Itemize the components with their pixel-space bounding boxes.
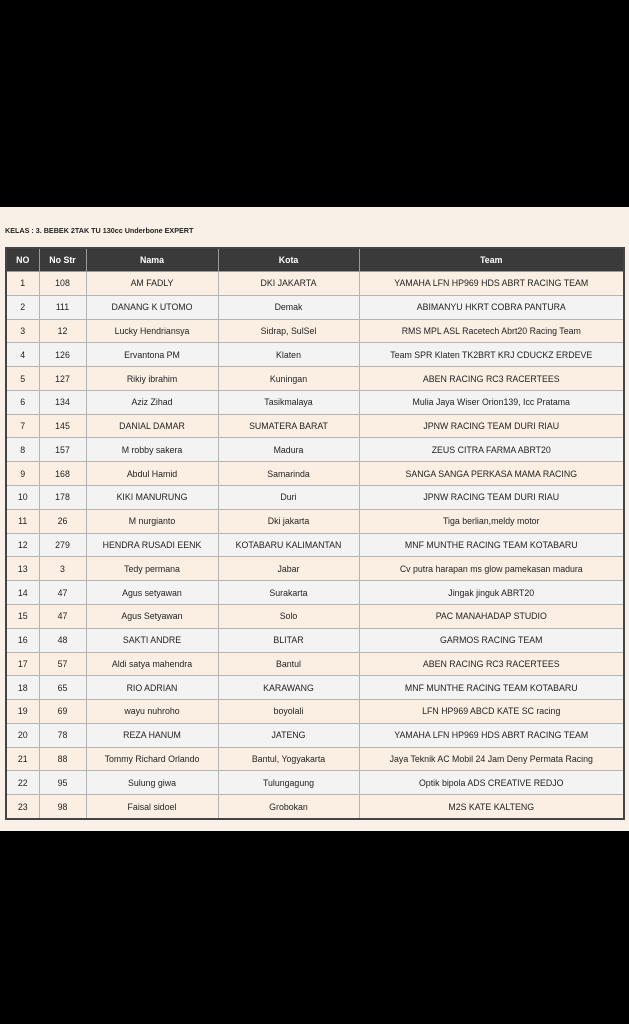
- cell-no-str: 95: [39, 771, 86, 795]
- table-row: [6, 272, 624, 296]
- cell-kota: BLITAR: [218, 628, 359, 652]
- cell-no-str: 145: [39, 414, 86, 438]
- header-kota: Kota: [218, 248, 359, 272]
- cell-nama: HENDRA RUSADI EENK: [86, 533, 218, 557]
- cell-no: 7: [6, 414, 39, 438]
- cell-nama: Tedy permana: [86, 557, 218, 581]
- cell-no-str: 126: [39, 343, 86, 367]
- cell-no-str: 12: [39, 319, 86, 343]
- cell-team: RMS MPL ASL Racetech Abrt20 Racing Team: [359, 319, 624, 343]
- cell-no: 18: [6, 676, 39, 700]
- cell-nama: Aziz Zihad: [86, 390, 218, 414]
- cell-team: Mulia Jaya Wiser Orion139, Icc Pratama: [359, 390, 624, 414]
- cell-no-str: 47: [39, 604, 86, 628]
- table-row: [6, 462, 624, 486]
- cell-team: SANGA SANGA PERKASA MAMA RACING: [359, 462, 624, 486]
- table-row: [6, 295, 624, 319]
- cell-no-str: 98: [39, 795, 86, 819]
- cell-kota: Sidrap, SulSel: [218, 319, 359, 343]
- cell-nama: Sulung giwa: [86, 771, 218, 795]
- table-row: [6, 319, 624, 343]
- cell-kota: Madura: [218, 438, 359, 462]
- cell-no-str: 279: [39, 533, 86, 557]
- cell-no: 9: [6, 462, 39, 486]
- cell-no-str: 69: [39, 700, 86, 724]
- cell-nama: Faisal sidoel: [86, 795, 218, 819]
- cell-team: ABEN RACING RC3 RACERTEES: [359, 652, 624, 676]
- table-row: [6, 414, 624, 438]
- cell-nama: Agus setyawan: [86, 581, 218, 605]
- cell-nama: wayu nuhroho: [86, 700, 218, 724]
- cell-kota: Dki jakarta: [218, 509, 359, 533]
- participants-table: [5, 247, 625, 820]
- cell-kota: Jabar: [218, 557, 359, 581]
- cell-nama: M nurgianto: [86, 509, 218, 533]
- cell-nama: M robby sakera: [86, 438, 218, 462]
- table-row: [6, 343, 624, 367]
- cell-no: 13: [6, 557, 39, 581]
- cell-team: Jingak jinguk ABRT20: [359, 581, 624, 605]
- cell-kota: Demak: [218, 295, 359, 319]
- cell-team: Jaya Teknik AC Mobil 24 Jam Deny Permata Racing: [359, 747, 624, 771]
- table-row: [6, 795, 624, 819]
- cell-kota: JATENG: [218, 723, 359, 747]
- cell-no: 2: [6, 295, 39, 319]
- cell-team: YAMAHA LFN HP969 HDS ABRT RACING TEAM: [359, 272, 624, 296]
- cell-no-str: 108: [39, 272, 86, 296]
- cell-team: JPNW RACING TEAM DURI RIAU: [359, 486, 624, 510]
- cell-nama: Rikiy ibrahim: [86, 367, 218, 391]
- cell-kota: Kuningan: [218, 367, 359, 391]
- cell-no: 5: [6, 367, 39, 391]
- cell-kota: DKI JAKARTA: [218, 272, 359, 296]
- cell-kota: SUMATERA BARAT: [218, 414, 359, 438]
- cell-team: YAMAHA LFN HP969 HDS ABRT RACING TEAM: [359, 723, 624, 747]
- cell-no: 23: [6, 795, 39, 819]
- header-nama: Nama: [86, 248, 218, 272]
- cell-kota: Bantul, Yogyakarta: [218, 747, 359, 771]
- cell-kota: Bantul: [218, 652, 359, 676]
- cell-no-str: 134: [39, 390, 86, 414]
- cell-nama: Agus Setyawan: [86, 604, 218, 628]
- cell-kota: Tasikmalaya: [218, 390, 359, 414]
- table-row: [6, 771, 624, 795]
- cell-nama: DANANG K UTOMO: [86, 295, 218, 319]
- cell-no-str: 178: [39, 486, 86, 510]
- cell-team: Cv putra harapan ms glow pamekasan madura: [359, 557, 624, 581]
- cell-no: 8: [6, 438, 39, 462]
- cell-no-str: 3: [39, 557, 86, 581]
- cell-no-str: 47: [39, 581, 86, 605]
- cell-no: 12: [6, 533, 39, 557]
- cell-team: ZEUS CITRA FARMA ABRT20: [359, 438, 624, 462]
- table-row: [6, 486, 624, 510]
- header-no-str: No Str: [39, 248, 86, 272]
- cell-team: Tiga berlian,meldy motor: [359, 509, 624, 533]
- cell-no-str: 111: [39, 295, 86, 319]
- cell-nama: Abdul Hamid: [86, 462, 218, 486]
- table-row: [6, 557, 624, 581]
- cell-team: PAC MANAHADAP STUDIO: [359, 604, 624, 628]
- cell-no-str: 157: [39, 438, 86, 462]
- cell-nama: Tommy Richard Orlando: [86, 747, 218, 771]
- cell-nama: KIKI MANURUNG: [86, 486, 218, 510]
- table-row: [6, 509, 624, 533]
- cell-kota: KARAWANG: [218, 676, 359, 700]
- cell-team: Optik bipola ADS CREATIVE REDJO: [359, 771, 624, 795]
- cell-nama: REZA HANUM: [86, 723, 218, 747]
- table-row: [6, 747, 624, 771]
- cell-kota: Samarinda: [218, 462, 359, 486]
- table-header-row: [6, 248, 624, 272]
- cell-no: 15: [6, 604, 39, 628]
- cell-no: 14: [6, 581, 39, 605]
- cell-team: JPNW RACING TEAM DURI RIAU: [359, 414, 624, 438]
- table-row: [6, 438, 624, 462]
- cell-no: 6: [6, 390, 39, 414]
- cell-team: ABIMANYU HKRT COBRA PANTURA: [359, 295, 624, 319]
- cell-nama: RIO ADRIAN: [86, 676, 218, 700]
- cell-no: 19: [6, 700, 39, 724]
- cell-no: 11: [6, 509, 39, 533]
- cell-no-str: 88: [39, 747, 86, 771]
- table-row: [6, 700, 624, 724]
- table-row: [6, 652, 624, 676]
- cell-no: 16: [6, 628, 39, 652]
- cell-nama: AM FADLY: [86, 272, 218, 296]
- cell-no-str: 168: [39, 462, 86, 486]
- table-row: [6, 604, 624, 628]
- cell-no: 17: [6, 652, 39, 676]
- cell-no: 22: [6, 771, 39, 795]
- cell-no: 1: [6, 272, 39, 296]
- cell-no-str: 127: [39, 367, 86, 391]
- cell-kota: Duri: [218, 486, 359, 510]
- cell-no: 4: [6, 343, 39, 367]
- table-row: [6, 723, 624, 747]
- cell-team: M2S KATE KALTENG: [359, 795, 624, 819]
- table-row: [6, 676, 624, 700]
- cell-no-str: 65: [39, 676, 86, 700]
- document-sheet: [0, 207, 629, 831]
- cell-kota: KOTABARU KALIMANTAN: [218, 533, 359, 557]
- cell-kota: Klaten: [218, 343, 359, 367]
- cell-team: Team SPR Klaten TK2BRT KRJ CDUCKZ ERDEVE: [359, 343, 624, 367]
- cell-nama: Lucky Hendriansya: [86, 319, 218, 343]
- cell-kota: Tulungagung: [218, 771, 359, 795]
- cell-team: ABEN RACING RC3 RACERTEES: [359, 367, 624, 391]
- table-row: [6, 533, 624, 557]
- cell-no: 20: [6, 723, 39, 747]
- cell-team: MNF MUNTHE RACING TEAM KOTABARU: [359, 676, 624, 700]
- cell-nama: Ervantona PM: [86, 343, 218, 367]
- cell-no-str: 48: [39, 628, 86, 652]
- class-title: KELAS : 3. BEBEK 2TAK TU 130cc Underbone EXPERT: [5, 226, 194, 235]
- cell-nama: SAKTI ANDRE: [86, 628, 218, 652]
- header-team: Team: [359, 248, 624, 272]
- cell-team: LFN HP969 ABCD KATE SC racing: [359, 700, 624, 724]
- cell-kota: Solo: [218, 604, 359, 628]
- cell-nama: DANIAL DAMAR: [86, 414, 218, 438]
- table-row: [6, 628, 624, 652]
- cell-team: MNF MUNTHE RACING TEAM KOTABARU: [359, 533, 624, 557]
- cell-no: 3: [6, 319, 39, 343]
- cell-team: GARMOS RACING TEAM: [359, 628, 624, 652]
- cell-kota: boyolali: [218, 700, 359, 724]
- cell-no-str: 26: [39, 509, 86, 533]
- table-row: [6, 367, 624, 391]
- cell-no: 21: [6, 747, 39, 771]
- table-row: [6, 390, 624, 414]
- cell-no: 10: [6, 486, 39, 510]
- table-row: [6, 581, 624, 605]
- cell-no-str: 57: [39, 652, 86, 676]
- cell-no-str: 78: [39, 723, 86, 747]
- cell-kota: Surakarta: [218, 581, 359, 605]
- cell-kota: Grobokan: [218, 795, 359, 819]
- header-no: NO: [6, 248, 39, 272]
- cell-nama: Aldi satya mahendra: [86, 652, 218, 676]
